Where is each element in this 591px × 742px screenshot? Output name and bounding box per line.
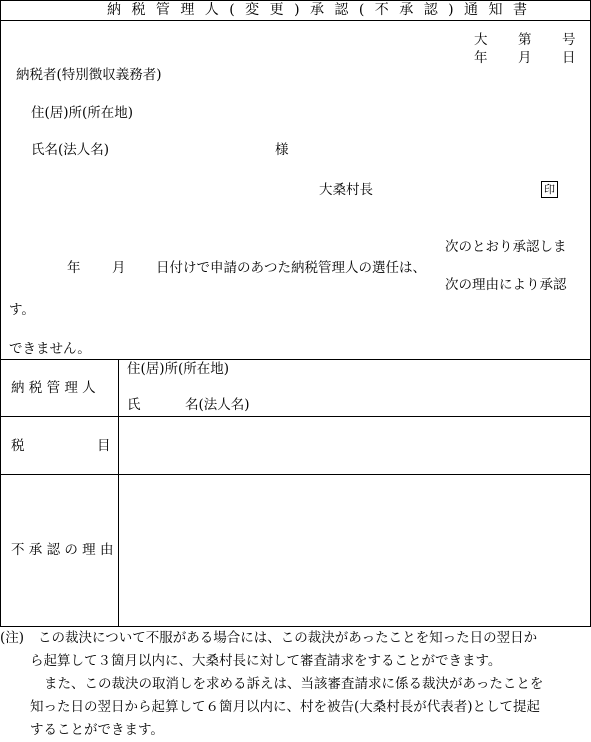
taxpayer-label: 納税者(特別徴収義務者)	[16, 67, 162, 83]
tax-item-label-1: 税	[11, 438, 25, 454]
body-sentence: 日付けで申請のあつた納税管理人の選任は、	[156, 260, 426, 276]
taxpayer-name-label: 氏名(法人名)	[31, 142, 110, 158]
row-divider-1	[0, 416, 591, 417]
option-approve: 次のとおり承認しま	[445, 239, 567, 255]
seal-stamp: 印	[541, 181, 558, 198]
tail-approve: す。	[9, 302, 35, 318]
tail-reject: できません。	[9, 341, 91, 357]
number-label: 第	[518, 32, 532, 48]
issuer-name: 大桑村長	[319, 182, 373, 198]
manager-label: 納 税 管 理 人	[11, 380, 96, 396]
day-label: 日	[562, 50, 576, 66]
era-label: 大	[474, 32, 488, 48]
year-label: 年	[474, 50, 488, 66]
note-line-5: することができます。	[30, 722, 164, 738]
legal-note	[0, 627, 591, 742]
honorific: 様	[275, 142, 289, 158]
reason-label: 不 承 認 の 理 由	[11, 542, 114, 558]
title-divider	[0, 20, 591, 21]
table-top-border	[0, 359, 591, 360]
taxpayer-address-label: 住(居)所(所在地)	[31, 105, 134, 121]
date-month: 月	[112, 260, 126, 276]
manager-name-label-1: 氏	[127, 397, 141, 413]
number-suffix: 号	[562, 32, 576, 48]
manager-address-label: 住(居)所(所在地)	[127, 361, 230, 377]
top-border	[0, 0, 591, 1]
note-marker: (注)	[0, 630, 25, 646]
month-label: 月	[518, 50, 532, 66]
left-border	[0, 0, 1, 627]
note-line-2: ら起算して３箇月以内に、大桑村長に対して審査請求をすることができます。	[30, 653, 502, 669]
manager-name-label-2: 名(法人名)	[185, 397, 250, 413]
tax-item-label-2: 目	[97, 438, 111, 454]
note-line-1: (注) この裁決について不服がある場合には、この裁決があったことを知った日の翌日か	[0, 630, 538, 646]
date-year: 年	[67, 260, 81, 276]
document-title: 納 税 管 理 人 ( 変 更 ) 承 認 ( 不 承 認 ) 通 知 書	[107, 2, 530, 18]
table-column-divider	[118, 359, 119, 627]
note-line-3: また、この裁決の取消しを求める訴えは、当該審査請求に係る裁決があったことを	[44, 676, 544, 692]
option-reject: 次の理由により承認	[445, 277, 567, 293]
note-line-4: 知った日の翌日から起算して６箇月以内に、村を被告(大桑村長が代表者)として提起	[30, 699, 541, 715]
row-divider-2	[0, 474, 591, 475]
